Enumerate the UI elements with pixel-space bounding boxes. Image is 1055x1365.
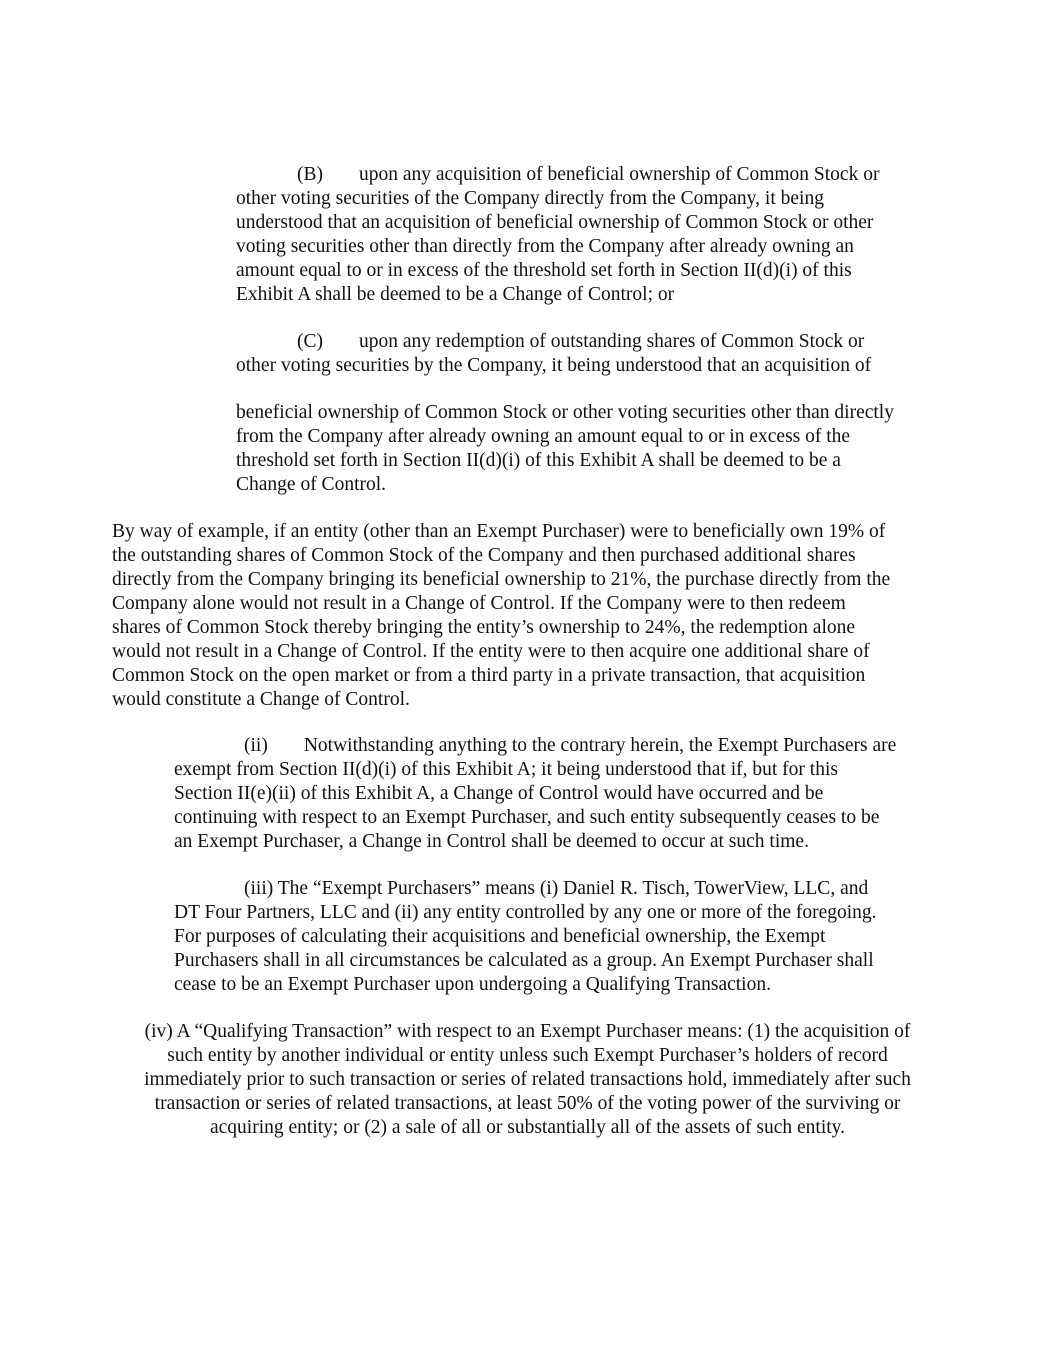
paragraph-iii-line: For purposes of calculating their acquisitions and beneficial ownership, the Exempt	[174, 926, 826, 947]
paragraph-iv-line: transaction or series of related transactions, at least 50% of the voting power of the surviving or	[154, 1093, 901, 1114]
paragraph-iii-line: Purchasers shall in all circumstances be calculated as a group. An Exempt Purchaser shall	[174, 950, 874, 971]
paragraph-b-marker: (B)	[297, 164, 323, 185]
paragraph-b-line: understood that an acquisition of beneficial ownership of Common Stock or other	[236, 212, 874, 233]
paragraph-example-line: directly from the Company bringing its beneficial ownership to 21%, the purchase directly from the	[112, 569, 891, 590]
paragraph-ii-line: exempt from Section II(d)(i) of this Exhibit A; it being understood that if, but for this	[174, 759, 838, 780]
paragraph-iv-line: such entity by another individual or entity unless such Exempt Purchaser’s holders of record	[167, 1045, 888, 1066]
paragraph-iii-line: DT Four Partners, LLC and (ii) any entity controlled by any one or more of the foregoing.	[174, 902, 877, 923]
paragraph-example-line: would constitute a Change of Control.	[112, 689, 410, 710]
paragraph-c-line: from the Company after already owning an amount equal to or in excess of the	[236, 426, 851, 447]
paragraph-iii-line: cease to be an Exempt Purchaser upon undergoing a Qualifying Transaction.	[174, 974, 771, 995]
paragraph-b-line: (B) upon any acquisition of beneficial ownership of Common Stock or	[297, 164, 880, 185]
paragraph-b-line: voting securities other than directly from the Company after already owning an	[236, 236, 854, 257]
paragraph-iv-line: acquiring entity; or (2) a sale of all or substantially all of the assets of such entity.	[209, 1117, 846, 1138]
paragraph-iv-line: immediately prior to such transaction or series of related transactions hold, immediately after such	[144, 1069, 911, 1090]
paragraph-b-line: Exhibit A shall be deemed to be a Change of Control; or	[236, 284, 675, 305]
paragraph-example-line: Common Stock on the open market or from a third party in a private transaction, that acquisition	[112, 665, 866, 686]
paragraph-c-line: beneficial ownership of Common Stock or other voting securities other than directly	[236, 402, 894, 423]
paragraph-ii-marker: (ii)	[244, 735, 268, 756]
paragraph-b-line: amount equal to or in excess of the threshold set forth in Section II(d)(i) of this	[236, 260, 852, 281]
paragraph-c-line: other voting securities by the Company, it being understood that an acquisition of	[236, 355, 872, 376]
paragraph-example-line: shares of Common Stock thereby bringing the entity’s ownership to 24%, the redemption alone	[112, 617, 856, 638]
paragraph-c-marker: (C)	[297, 331, 323, 352]
paragraph-ii-line: (ii) Notwithstanding anything to the contrary herein, the Exempt Purchasers are	[244, 735, 897, 756]
paragraph-iv-line: (iv) A “Qualifying Transaction” with respect to an Exempt Purchaser means: (1) the acquisition of	[144, 1021, 911, 1042]
paragraph-b-line: other voting securities of the Company directly from the Company, it being	[236, 188, 824, 209]
paragraph-c-line: (C) upon any redemption of outstanding shares of Common Stock or	[297, 331, 865, 352]
paragraph-example-line: the outstanding shares of Common Stock of the Company and then purchased additional shares	[112, 545, 856, 566]
paragraph-ii-line: Section II(e)(ii) of this Exhibit A, a Change of Control would have occurred and be	[174, 783, 824, 804]
paragraph-iii-line: (iii) The “Exempt Purchasers” means (i) Daniel R. Tisch, TowerView, LLC, and	[244, 878, 869, 899]
paragraph-c-line: threshold set forth in Section II(d)(i) of this Exhibit A shall be deemed to be a	[236, 450, 841, 471]
paragraph-example-line: would not result in a Change of Control. If the entity were to then acquire one additional share of	[112, 641, 870, 662]
paragraph-example-line: Company alone would not result in a Change of Control. If the Company were to then redeem	[112, 593, 846, 614]
paragraph-c-line: Change of Control.	[236, 474, 387, 495]
paragraph-ii-line: continuing with respect to an Exempt Purchaser, and such entity subsequently ceases to be	[174, 807, 880, 828]
paragraph-example-line: By way of example, if an entity (other than an Exempt Purchaser) were to beneficially own 19% of	[112, 521, 886, 542]
paragraph-ii-line: an Exempt Purchaser, a Change in Control shall be deemed to occur at such time.	[174, 831, 809, 852]
